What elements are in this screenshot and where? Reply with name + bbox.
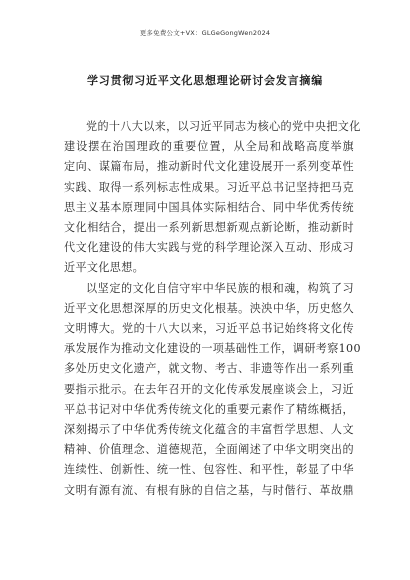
text-line: 平总书记对中华优秀传统文化的重要元素作了精练概括， (64, 402, 354, 416)
document-body (64, 117, 361, 501)
text-line: 代文化建设的伟大实践与党的科学理论深入互动、形成习 (64, 241, 354, 255)
text-line: 以坚定的文化自信守牢中华民族的根和魂，构筑了习 (86, 281, 354, 295)
text-line: 承发展作为推动文化建设的一项基础性工作，调研考察100 (64, 342, 361, 356)
text-line: 多处历史文化遗产，就文物、考古、非遗等作出一系列重 (64, 362, 354, 376)
text-line: 思主义基本原理同中国具体实际相结合、同中华优秀传统 (64, 200, 354, 214)
text-line: 文明博大。党的十八大以来，习近平总书记始终将文化传 (64, 322, 354, 336)
text-line: 定向、谋篇布局，推动新时代文化建设展开一系列变革性 (64, 160, 354, 174)
text-line: 文明有源有流、有根有脉的自信之基，与时偕行、革故鼎 (64, 483, 354, 497)
text-line: 文化相结合，提出一系列新思想新观点新论断，推动新时 (64, 221, 354, 235)
text-line: 要指示批示。在去年召开的文化传承发展座谈会上，习近 (64, 382, 354, 396)
paragraph (64, 117, 361, 279)
text-line: 近平文化思想深厚的历史文化根基。泱泱中华，历史悠久 (64, 301, 354, 315)
text-line: 实践、取得一系列标志性成果。习近平总书记坚持把马克 (64, 180, 354, 194)
header-note: 更多免费公文+VX：GLGeGongWen2024 (139, 29, 271, 37)
text-line: 党的十八大以来，以习近平同志为核心的党中央把文化 (86, 120, 361, 133)
text-line: 深刻揭示了中华优秀传统文化蕴含的丰富哲学思想、人文 (64, 423, 354, 437)
paragraph (64, 279, 361, 501)
text-line: 连续性、创新性、统一性、包容性、和平性，彰显了中华 (64, 463, 354, 477)
text-line: 精神、价值理念、道德规范，全面阐述了中华文明突出的 (64, 443, 354, 457)
text-line: 建设摆在治国理政的重要位置，从全局和战略高度举旗 (64, 140, 354, 154)
text-line: 近平文化思想。 (64, 261, 145, 275)
document-title: 学习贯彻习近平文化思想理论研讨会发言摘编 (87, 74, 323, 87)
